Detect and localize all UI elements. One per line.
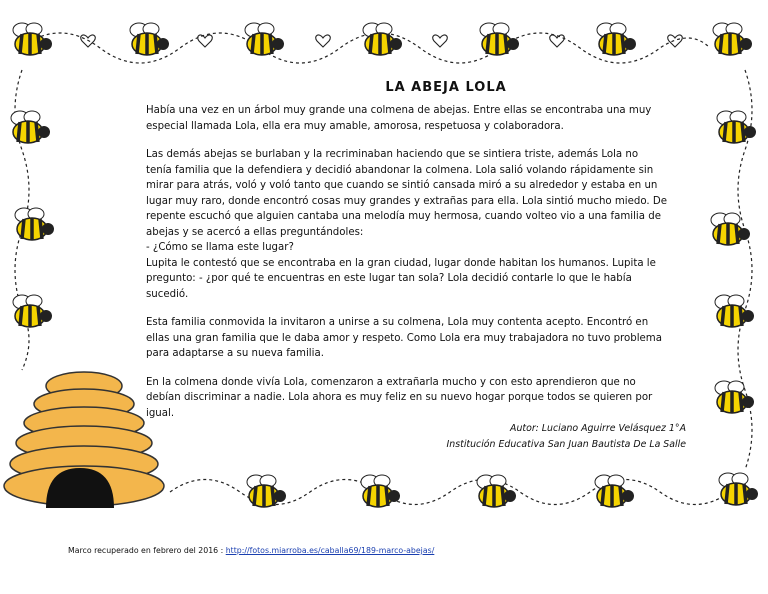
bee-icon xyxy=(714,470,760,510)
bee-icon xyxy=(356,472,402,512)
bee-icon xyxy=(125,20,171,60)
story-paragraph: Las demás abejas se burlaban y la recriminaban haciendo que se sintiera triste, además Lola no tenía familia que la defendiera y decidió abandonar la colmena. Lola salió volando rápidamente sin mirar para atrás, voló y voló tanto que cuando se sintió cansada miró a su alrededor y estaba en un lugar muy raro, donde encontró cosas muy grandes y extrañas para ella. Lola sintió mucho miedo. De repente escuchó que alguien cantaba una melodía muy hermosa, cuando volteo vio a una familia de abejas y se acercó a ellas preguntándoles: - ¿Cómo se llama este lugar? Lupita le contestó que se encontraba en la gran ciudad, lugar donde habitan los humanos. Lupita le pregunto: - ¿por qué te encuentras en este lugar tan sola? Lola decidió contarle lo que le había sucedió. xyxy=(146,149,668,300)
bee-icon xyxy=(590,472,636,512)
bee-icon xyxy=(592,20,638,60)
bee-icon xyxy=(712,108,758,148)
author-line: Autor: Luciano Aguirre Velásquez 1°A xyxy=(510,423,686,434)
bee-icon xyxy=(358,20,404,60)
institution-line: Institución Educativa San Juan Bautista De La Salle xyxy=(446,439,686,450)
bee-icon xyxy=(6,108,52,148)
story-title: LA ABEJA LOLA xyxy=(385,80,507,95)
beehive-icon xyxy=(2,368,166,518)
story-paragraph: Había una vez en un árbol muy grande una colmena de abejas. Entre ellas se encontraba una muy especial llamada Lola, ella era muy amable, amorosa, respetuosa y colaboradora. xyxy=(146,105,652,132)
credit-label: Marco recuperado en febrero del 2016 : xyxy=(68,546,224,555)
story-paragraph: En la colmena donde vivía Lola, comenzaron a extrañarla mucho y con esto aprendieron que no debían discriminar a nadie. Lola ahora es muy feliz en su nuevo hogar porque todos se quieren por igual. xyxy=(146,376,653,419)
bee-icon xyxy=(706,210,752,250)
bee-icon xyxy=(8,292,54,332)
bee-icon xyxy=(10,205,56,245)
bee-icon xyxy=(710,292,756,332)
bee-icon xyxy=(708,20,754,60)
frame-credit xyxy=(68,546,434,555)
bee-icon xyxy=(242,472,288,512)
story-paragraph: Esta familia conmovida la invitaron a unirse a su colmena, Lola muy contenta acepto. Encontró en ellas una gran familia que le daba amor y respeto. Como Lola era muy trabajadora no tuvo problema para adaptarse a su nueva familia. xyxy=(146,317,662,359)
story-content xyxy=(146,80,686,453)
bee-icon xyxy=(472,472,518,512)
bee-icon xyxy=(710,378,756,418)
credit-link[interactable]: http://fotos.miarroba.es/caballa69/189-marco-abejas/ xyxy=(225,546,435,555)
bee-icon xyxy=(240,20,286,60)
bee-icon xyxy=(8,20,54,60)
bee-icon xyxy=(475,20,521,60)
